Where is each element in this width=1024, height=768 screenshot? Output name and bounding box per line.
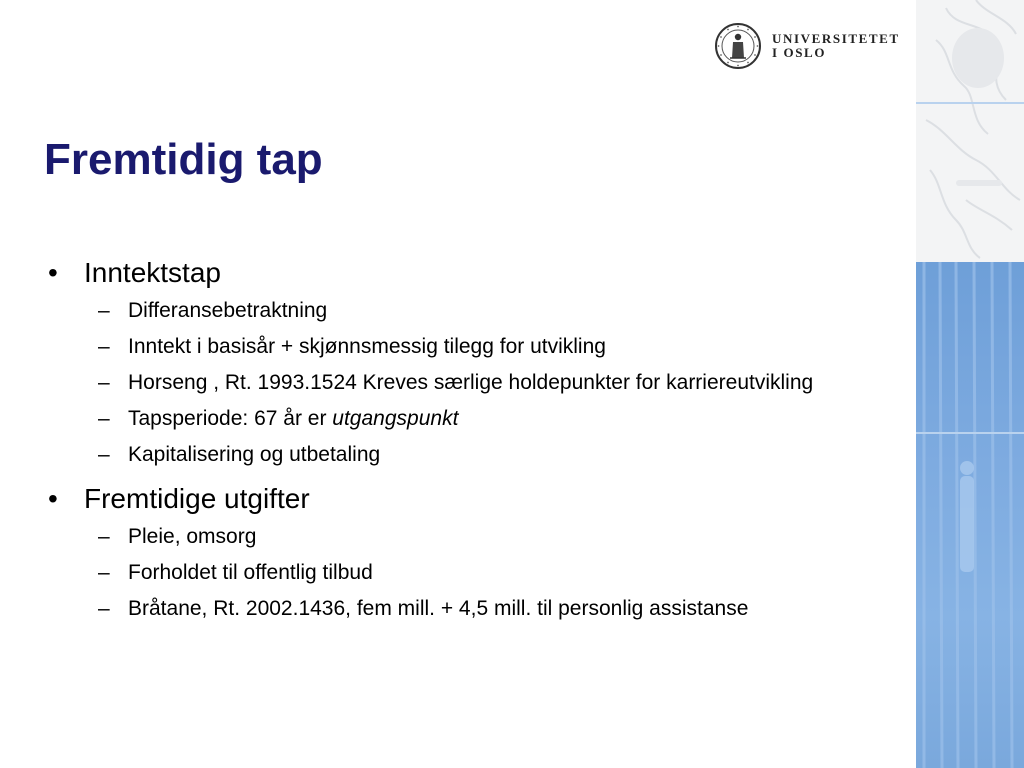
bullet-text: Inntektstap [84,257,221,288]
bullet-marker: • [48,483,58,514]
sub-bullet-item [44,594,848,624]
sub-bullet-dash: – [98,443,110,466]
sub-bullet-item [44,332,848,362]
sub-bullet-text: Bråtane, Rt. 2002.1436, fem mill. + 4,5 mill. til personlig assistanse [128,597,749,620]
university-seal-icon [714,22,762,70]
sub-bullet-item [44,440,848,470]
sub-bullet-text: Forholdet til offentlig tilbud [128,561,373,584]
sub-bullet-item [44,404,848,434]
university-logo [714,22,904,70]
sub-bullet-dash: – [98,407,110,430]
sub-bullet-dash: – [98,561,110,584]
university-name-line2: I OSLO [772,45,827,60]
statue-sketch-icon [916,0,1024,262]
bullet-text: Fremtidige utgifter [84,483,310,514]
decorative-side-band [916,0,1024,768]
slide-title: Fremtidig tap [44,135,323,184]
sub-bullet-item [44,296,848,326]
band-divider-line [916,432,1024,434]
sub-bullet-item [44,368,848,398]
sub-bullet-dash: – [98,371,110,394]
sub-bullet-dash: – [98,299,110,322]
slide-body [44,254,904,634]
bullet-item [44,254,904,292]
sub-bullet-text: Differansebetraktning [128,299,328,322]
sub-bullet-text: Horseng , Rt. 1993.1524 Kreves særlige holdepunkter for karriereutvikling [128,371,814,394]
sub-bullet-list [44,296,904,470]
sub-bullet-text: Tapsperiode: 67 år er [128,407,333,430]
sub-bullet-item [44,522,848,552]
university-name [772,32,900,60]
decorative-blue-panel [916,262,1024,768]
sub-bullet-text: Inntekt i basisår + skjønnsmessig tilegg for utvikling [128,335,606,358]
decorative-statue-sketch [916,0,1024,262]
bullet-marker: • [48,257,58,288]
sub-bullet-text: Kapitalisering og utbetaling [128,443,381,466]
sub-bullet-list [44,522,904,624]
sub-bullet-dash: – [98,525,110,548]
sub-bullet-dash: – [98,335,110,358]
column-pattern-icon [916,262,1024,768]
university-name-line1: UNIVERSITETET [772,31,900,46]
sub-bullet-text: Pleie, omsorg [128,525,257,548]
bullet-item [44,480,904,518]
sub-bullet-dash: – [98,597,110,620]
sub-bullet-item [44,558,848,588]
band-divider-line [916,102,1024,104]
sub-bullet-emphasis: utgangspunkt [332,407,459,430]
